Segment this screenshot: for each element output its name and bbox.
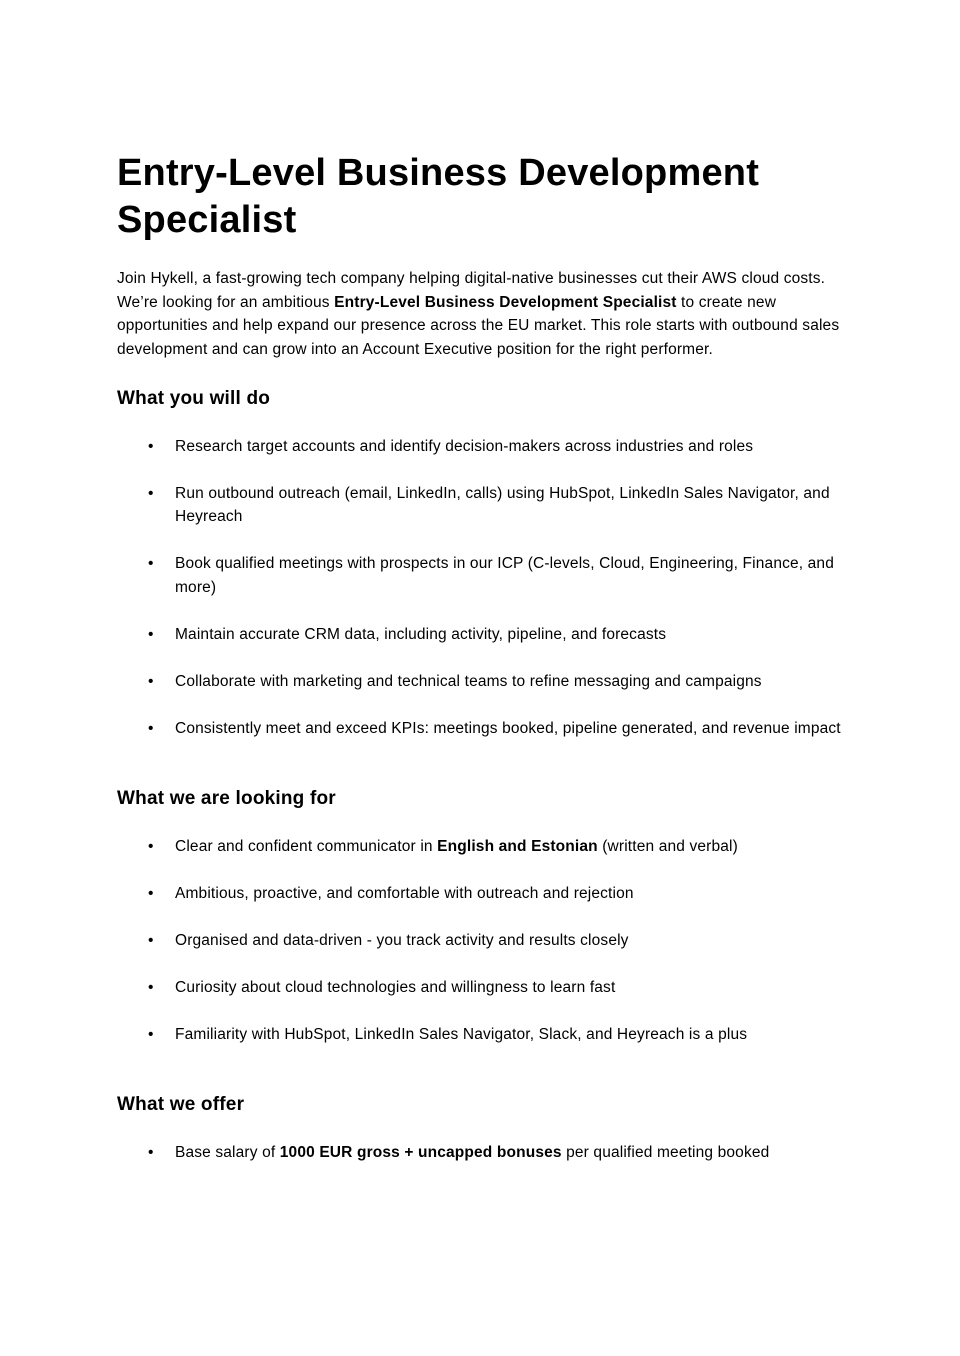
bold-text-run: English and Estonian bbox=[437, 837, 598, 855]
text-run: Ambitious, proactive, and comfortable with outreach and rejection bbox=[175, 884, 634, 902]
section-what-you-will-do bbox=[117, 387, 843, 740]
text-run: Base salary of bbox=[175, 1143, 280, 1161]
list-item bbox=[175, 1023, 841, 1047]
text-run: Consistently meet and exceed KPIs: meetings booked, pipeline generated, and revenue impact bbox=[175, 719, 841, 737]
section-heading-what-we-are-looking-for: What we are looking for bbox=[117, 788, 336, 809]
intro-paragraph bbox=[117, 267, 843, 361]
list-item bbox=[175, 835, 841, 859]
text-run: Organised and data-driven - you track activity and results closely bbox=[175, 931, 629, 949]
text-run: Curiosity about cloud technologies and willingness to learn fast bbox=[175, 978, 616, 996]
bullet-list bbox=[117, 835, 843, 1047]
text-run: (written and verbal) bbox=[597, 837, 738, 855]
text-run: Collaborate with marketing and technical teams to refine messaging and campaigns bbox=[175, 672, 762, 690]
section-what-we-offer bbox=[117, 1093, 843, 1164]
list-item bbox=[175, 482, 841, 529]
text-run: Join Hykell, a fast-growing tech company helping digital-native businesses cut their AWS cloud costs. We’re looking for an ambitious bbox=[117, 270, 826, 311]
list-item bbox=[175, 1141, 841, 1165]
bullet-list bbox=[117, 435, 843, 741]
text-run: Research target accounts and identify decision-makers across industries and roles bbox=[175, 437, 754, 455]
list-item bbox=[175, 929, 841, 953]
bold-text-run: 1000 EUR gross + uncapped bonuses bbox=[279, 1143, 562, 1161]
bold-text-run: Entry-Level Business Development Specialist bbox=[334, 293, 677, 311]
text-run: Familiarity with HubSpot, LinkedIn Sales Navigator, Slack, and Heyreach is a plus bbox=[175, 1025, 748, 1043]
text-run: per qualified meeting booked bbox=[561, 1143, 770, 1161]
section-heading-what-you-will-do: What you will do bbox=[117, 388, 271, 409]
section-what-we-are-looking-for bbox=[117, 787, 843, 1046]
bullet-list bbox=[117, 1141, 843, 1165]
text-run: Maintain accurate CRM data, including activity, pipeline, and forecasts bbox=[175, 625, 667, 643]
list-item bbox=[175, 623, 841, 647]
list-item bbox=[175, 882, 841, 906]
list-item bbox=[175, 976, 841, 1000]
list-item bbox=[175, 552, 841, 599]
text-run: Book qualified meetings with prospects in our ICP (C-levels, Cloud, Engineering, Finance, and more) bbox=[175, 555, 834, 596]
list-item bbox=[175, 670, 841, 694]
text-run: Run outbound outreach (email, LinkedIn, calls) using HubSpot, LinkedIn Sales Navigator, and Heyreach bbox=[175, 484, 830, 525]
list-item bbox=[175, 717, 841, 741]
list-item bbox=[175, 435, 841, 459]
section-heading-what-we-offer: What we offer bbox=[117, 1094, 245, 1115]
text-run: to create new opportunities and help expand our presence across the EU market. This role starts with outbound sales development and can grow into an Account Executive position for the right performer. bbox=[117, 293, 840, 358]
text-run: Clear and confident communicator in bbox=[175, 837, 438, 855]
page-title: Entry-Level Business Development Specialist bbox=[117, 152, 760, 241]
